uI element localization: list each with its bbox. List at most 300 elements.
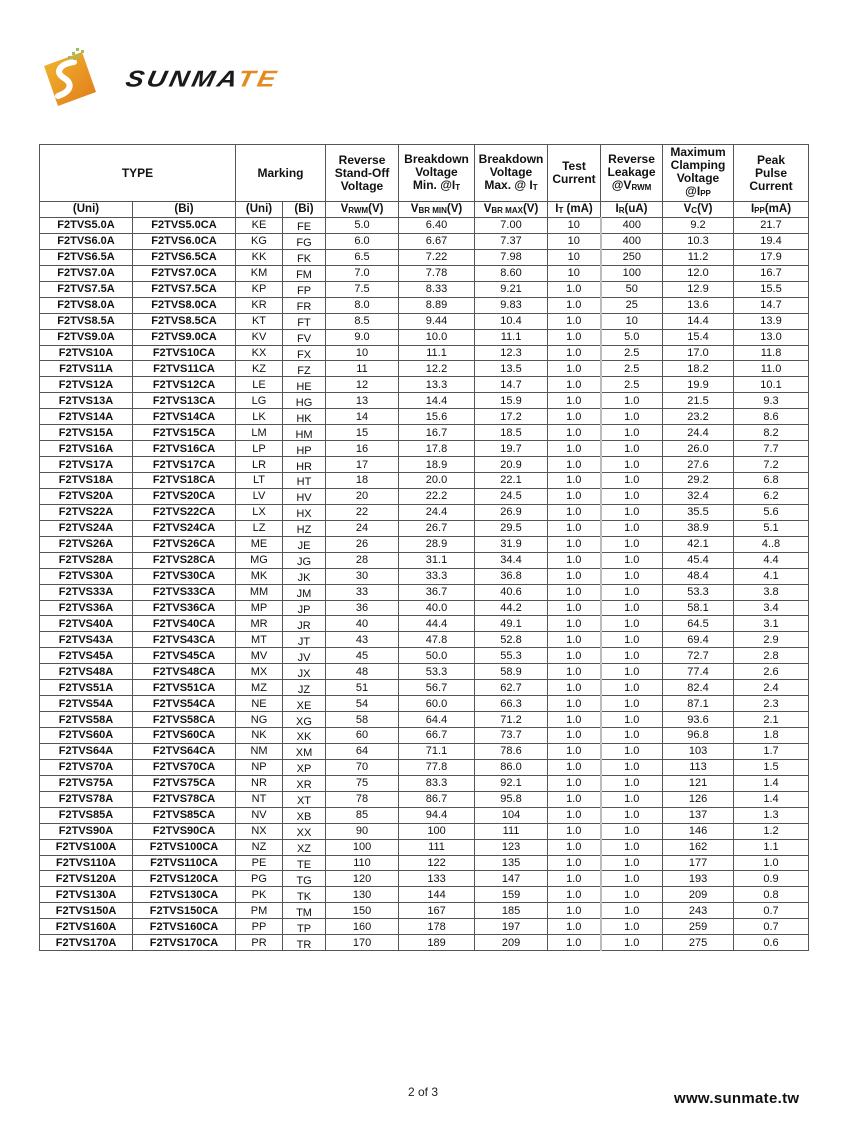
header-line: Clamping [670, 158, 726, 172]
test-current-value: 1.0 [548, 393, 601, 409]
subheader-vc [663, 202, 734, 218]
leakage-value: 1.0 [601, 855, 663, 871]
part-bi: F2TVS6.5CA [133, 249, 236, 265]
vrwm-value: 160 [326, 919, 399, 935]
table-row [40, 568, 809, 584]
part-bi: F2TVS170CA [133, 935, 236, 951]
leakage-value: 1.0 [601, 552, 663, 568]
table-row [40, 345, 809, 361]
test-current-value: 1.0 [548, 696, 601, 712]
table-row [40, 441, 809, 457]
clamping-voltage-value: 103 [663, 743, 734, 759]
table-row [40, 791, 809, 807]
part-uni: F2TVS150A [40, 903, 133, 919]
test-current-value: 1.0 [548, 712, 601, 728]
unit: (V) [697, 202, 713, 215]
peak-pulse-value: 1.8 [734, 728, 809, 744]
vbr-max-value: 66.3 [475, 696, 548, 712]
part-bi: F2TVS51CA [133, 680, 236, 696]
test-current-value: 1.0 [548, 807, 601, 823]
part-bi: F2TVS5.0CA [133, 218, 236, 234]
table-body [40, 218, 809, 951]
leakage-value: 1.0 [601, 728, 663, 744]
clamping-voltage-value: 17.0 [663, 345, 734, 361]
part-bi: F2TVS58CA [133, 712, 236, 728]
leakage-value: 1.0 [601, 536, 663, 552]
header-marking: Marking [236, 145, 326, 202]
unit: (mA) [764, 202, 792, 215]
leakage-value: 1.0 [601, 409, 663, 425]
test-current-value: 1.0 [548, 600, 601, 616]
table-row [40, 552, 809, 568]
vbr-min-value: 66.7 [399, 728, 475, 744]
vbr-min-value: 83.3 [399, 775, 475, 791]
clamping-voltage-value: 69.4 [663, 632, 734, 648]
clamping-voltage-value: 9.2 [663, 218, 734, 234]
test-current-value: 1.0 [548, 536, 601, 552]
header-line: Maximum [670, 145, 726, 159]
marking-bi: FK [283, 251, 326, 267]
sym: I [555, 202, 559, 215]
marking-uni: MX [236, 664, 283, 680]
part-bi: F2TVS9.0CA [133, 329, 236, 345]
vbr-max-value: 62.7 [475, 680, 548, 696]
marking-bi: XG [283, 714, 326, 730]
vbr-min-value: 9.44 [399, 313, 475, 329]
leakage-value: 10 [601, 313, 663, 329]
clamping-voltage-value: 18.2 [663, 361, 734, 377]
test-current-value: 1.0 [548, 823, 601, 839]
marking-uni: LP [236, 441, 283, 457]
peak-pulse-value: 14.7 [734, 297, 809, 313]
clamping-voltage-value: 19.9 [663, 377, 734, 393]
vbr-min-value: 86.7 [399, 791, 475, 807]
vbr-max-value: 111 [475, 823, 548, 839]
test-current-value: 1.0 [548, 616, 601, 632]
peak-pulse-value: 11.0 [734, 361, 809, 377]
header-line: @V [611, 177, 632, 192]
vbr-min-value: 8.89 [399, 297, 475, 313]
leakage-value: 1.0 [601, 632, 663, 648]
leakage-value: 25 [601, 297, 663, 313]
part-bi: F2TVS70CA [133, 759, 236, 775]
test-current-value: 1.0 [548, 520, 601, 536]
marking-bi: JK [283, 570, 326, 586]
marking-uni: KP [236, 281, 283, 297]
vbr-max-value: 92.1 [475, 775, 548, 791]
tvs-spec-table [39, 144, 809, 951]
test-current-value: 1.0 [548, 568, 601, 584]
marking-bi: XM [283, 745, 326, 761]
peak-pulse-value: 7.7 [734, 441, 809, 457]
leakage-value: 1.0 [601, 775, 663, 791]
vrwm-value: 28 [326, 552, 399, 568]
vbr-min-value: 53.3 [399, 664, 475, 680]
vbr-max-value: 7.37 [475, 233, 548, 249]
vrwm-value: 14 [326, 409, 399, 425]
marking-bi: JM [283, 586, 326, 602]
marking-uni: KR [236, 297, 283, 313]
peak-pulse-value: 1.7 [734, 743, 809, 759]
part-bi: F2TVS14CA [133, 409, 236, 425]
leakage-value: 2.5 [601, 377, 663, 393]
vbr-max-value: 197 [475, 919, 548, 935]
header-reverse-leakage [601, 145, 663, 202]
header-breakdown-min [399, 145, 475, 202]
part-bi: F2TVS22CA [133, 504, 236, 520]
test-current-value: 1.0 [548, 584, 601, 600]
vbr-max-value: 7.98 [475, 249, 548, 265]
part-uni: F2TVS26A [40, 536, 133, 552]
marking-uni: NG [236, 712, 283, 728]
peak-pulse-value: 2.6 [734, 664, 809, 680]
subheader-marking-uni: (Uni) [236, 202, 283, 218]
marking-uni: KT [236, 313, 283, 329]
peak-pulse-value: 8.2 [734, 425, 809, 441]
table-row [40, 233, 809, 249]
peak-pulse-value: 5.1 [734, 520, 809, 536]
peak-pulse-value: 1.1 [734, 839, 809, 855]
table-row [40, 281, 809, 297]
marking-bi: XR [283, 777, 326, 793]
part-bi: F2TVS78CA [133, 791, 236, 807]
part-bi: F2TVS8.0CA [133, 297, 236, 313]
marking-bi: TG [283, 873, 326, 889]
test-current-value: 1.0 [548, 728, 601, 744]
vbr-min-value: 111 [399, 839, 475, 855]
test-current-value: 1.0 [548, 743, 601, 759]
vbr-max-value: 44.2 [475, 600, 548, 616]
vrwm-value: 22 [326, 504, 399, 520]
test-current-value: 10 [548, 249, 601, 265]
peak-pulse-value: 1.5 [734, 759, 809, 775]
part-uni: F2TVS48A [40, 664, 133, 680]
vbr-max-value: 34.4 [475, 552, 548, 568]
vbr-min-value: 44.4 [399, 616, 475, 632]
clamping-voltage-value: 14.4 [663, 313, 734, 329]
marking-bi: HE [283, 379, 326, 395]
sym: V [483, 202, 492, 215]
vbr-max-value: 12.3 [475, 345, 548, 361]
vbr-min-value: 178 [399, 919, 475, 935]
peak-pulse-value: 9.3 [734, 393, 809, 409]
leakage-value: 1.0 [601, 935, 663, 951]
subheader-bi: (Bi) [133, 202, 236, 218]
part-uni: F2TVS18A [40, 473, 133, 489]
vrwm-value: 17 [326, 457, 399, 473]
header-line: Current [552, 172, 596, 186]
vbr-min-value: 77.8 [399, 759, 475, 775]
vbr-max-value: 52.8 [475, 632, 548, 648]
clamping-voltage-value: 10.3 [663, 233, 734, 249]
vbr-min-value: 10.0 [399, 329, 475, 345]
vbr-min-value: 18.9 [399, 457, 475, 473]
clamping-voltage-value: 26.0 [663, 441, 734, 457]
test-current-value: 1.0 [548, 680, 601, 696]
test-current-value: 1.0 [548, 488, 601, 504]
test-current-value: 1.0 [548, 552, 601, 568]
peak-pulse-value: 4..8 [734, 536, 809, 552]
peak-pulse-value: 8.6 [734, 409, 809, 425]
part-uni: F2TVS100A [40, 839, 133, 855]
part-uni: F2TVS170A [40, 935, 133, 951]
vbr-min-value: 33.3 [399, 568, 475, 584]
marking-bi: TM [283, 905, 326, 921]
part-uni: F2TVS70A [40, 759, 133, 775]
part-uni: F2TVS51A [40, 680, 133, 696]
vrwm-value: 30 [326, 568, 399, 584]
vrwm-value: 43 [326, 632, 399, 648]
vbr-min-value: 12.2 [399, 361, 475, 377]
part-bi: F2TVS120CA [133, 871, 236, 887]
vbr-max-value: 11.1 [475, 329, 548, 345]
vrwm-value: 100 [326, 839, 399, 855]
marking-uni: LR [236, 457, 283, 473]
part-uni: F2TVS12A [40, 377, 133, 393]
header-breakdown-max [475, 145, 548, 202]
vrwm-value: 45 [326, 648, 399, 664]
part-uni: F2TVS110A [40, 855, 133, 871]
clamping-voltage-value: 23.2 [663, 409, 734, 425]
part-uni: F2TVS8.0A [40, 297, 133, 313]
part-bi: F2TVS15CA [133, 425, 236, 441]
part-bi: F2TVS45CA [133, 648, 236, 664]
part-uni: F2TVS58A [40, 712, 133, 728]
leakage-value: 1.0 [601, 743, 663, 759]
part-uni: F2TVS130A [40, 887, 133, 903]
test-current-value: 10 [548, 233, 601, 249]
table-row [40, 504, 809, 520]
table-row [40, 218, 809, 234]
marking-uni: KX [236, 345, 283, 361]
sym-sub: T [558, 205, 564, 215]
peak-pulse-value: 4.4 [734, 552, 809, 568]
unit: (V) [522, 202, 539, 215]
marking-bi: HX [283, 506, 326, 522]
marking-uni: LV [236, 488, 283, 504]
test-current-value: 10 [548, 218, 601, 234]
peak-pulse-value: 2.3 [734, 696, 809, 712]
header-sub: T [532, 182, 538, 192]
part-bi: F2TVS100CA [133, 839, 236, 855]
part-uni: F2TVS20A [40, 488, 133, 504]
header-line: Stand-Off [334, 165, 390, 180]
sym-sub: C [691, 205, 698, 215]
header-line: Breakdown [404, 151, 469, 166]
vbr-min-value: 17.8 [399, 441, 475, 457]
marking-uni: NP [236, 759, 283, 775]
part-bi: F2TVS18CA [133, 473, 236, 489]
part-uni: F2TVS75A [40, 775, 133, 791]
clamping-voltage-value: 72.7 [663, 648, 734, 664]
part-uni: F2TVS6.5A [40, 249, 133, 265]
marking-bi: HV [283, 490, 326, 506]
vbr-max-value: 40.6 [475, 584, 548, 600]
vbr-min-value: 26.7 [399, 520, 475, 536]
clamping-voltage-value: 243 [663, 903, 734, 919]
vrwm-value: 20 [326, 488, 399, 504]
vbr-min-value: 11.1 [399, 345, 475, 361]
clamping-voltage-value: 42.1 [663, 536, 734, 552]
part-bi: F2TVS6.0CA [133, 233, 236, 249]
header-line: Leakage [607, 164, 656, 179]
leakage-value: 1.0 [601, 887, 663, 903]
unit: (mA) [563, 202, 593, 215]
test-current-value: 1.0 [548, 839, 601, 855]
vrwm-value: 130 [326, 887, 399, 903]
marking-uni: MV [236, 648, 283, 664]
leakage-value: 1.0 [601, 680, 663, 696]
vbr-max-value: 86.0 [475, 759, 548, 775]
marking-uni: KE [236, 218, 283, 234]
table-row [40, 935, 809, 951]
vrwm-value: 51 [326, 680, 399, 696]
table-row [40, 536, 809, 552]
marking-uni: NM [236, 743, 283, 759]
leakage-value: 1.0 [601, 488, 663, 504]
table-row [40, 249, 809, 265]
test-current-value: 1.0 [548, 759, 601, 775]
table-row [40, 728, 809, 744]
vrwm-value: 12 [326, 377, 399, 393]
table-row [40, 361, 809, 377]
vbr-max-value: 159 [475, 887, 548, 903]
vbr-min-value: 189 [399, 935, 475, 951]
leakage-value: 1.0 [601, 584, 663, 600]
marking-uni: NR [236, 775, 283, 791]
vbr-min-value: 167 [399, 903, 475, 919]
marking-bi: HK [283, 411, 326, 427]
wordmark-main: SUNMA [123, 66, 241, 92]
vrwm-value: 8.5 [326, 313, 399, 329]
peak-pulse-value: 1.4 [734, 775, 809, 791]
header-line: Voltage [415, 164, 458, 179]
marking-uni: NX [236, 823, 283, 839]
vbr-min-value: 22.2 [399, 488, 475, 504]
vrwm-value: 54 [326, 696, 399, 712]
vbr-min-value: 14.4 [399, 393, 475, 409]
part-uni: F2TVS85A [40, 807, 133, 823]
marking-uni: LG [236, 393, 283, 409]
vrwm-value: 11 [326, 361, 399, 377]
marking-bi: XT [283, 793, 326, 809]
leakage-value: 50 [601, 281, 663, 297]
subheader-row [40, 202, 809, 218]
clamping-voltage-value: 126 [663, 791, 734, 807]
peak-pulse-value: 1.4 [734, 791, 809, 807]
marking-bi: HP [283, 443, 326, 459]
table-row [40, 265, 809, 281]
vrwm-value: 120 [326, 871, 399, 887]
marking-uni: PP [236, 919, 283, 935]
vbr-max-value: 135 [475, 855, 548, 871]
part-uni: F2TVS16A [40, 441, 133, 457]
marking-bi: XX [283, 825, 326, 841]
leakage-value: 1.0 [601, 568, 663, 584]
clamping-voltage-value: 15.4 [663, 329, 734, 345]
part-uni: F2TVS13A [40, 393, 133, 409]
unit: (V) [368, 202, 384, 215]
peak-pulse-value: 2.9 [734, 632, 809, 648]
vrwm-value: 90 [326, 823, 399, 839]
vbr-max-value: 15.9 [475, 393, 548, 409]
vrwm-value: 10 [326, 345, 399, 361]
vrwm-value: 16 [326, 441, 399, 457]
leakage-value: 1.0 [601, 520, 663, 536]
leakage-value: 1.0 [601, 441, 663, 457]
marking-bi: XE [283, 698, 326, 714]
clamping-voltage-value: 93.6 [663, 712, 734, 728]
peak-pulse-value: 13.9 [734, 313, 809, 329]
part-bi: F2TVS75CA [133, 775, 236, 791]
peak-pulse-value: 4.1 [734, 568, 809, 584]
leakage-value: 1.0 [601, 839, 663, 855]
part-uni: F2TVS120A [40, 871, 133, 887]
vbr-min-value: 13.3 [399, 377, 475, 393]
part-bi: F2TVS10CA [133, 345, 236, 361]
wordmark-accent: TE [235, 66, 282, 92]
peak-pulse-value: 19.4 [734, 233, 809, 249]
clamping-voltage-value: 87.1 [663, 696, 734, 712]
marking-bi: JE [283, 538, 326, 554]
test-current-value: 1.0 [548, 329, 601, 345]
leakage-value: 1.0 [601, 600, 663, 616]
table-row [40, 377, 809, 393]
part-uni: F2TVS33A [40, 584, 133, 600]
part-uni: F2TVS160A [40, 919, 133, 935]
vrwm-value: 5.0 [326, 218, 399, 234]
part-bi: F2TVS12CA [133, 377, 236, 393]
vrwm-value: 48 [326, 664, 399, 680]
part-uni: F2TVS90A [40, 823, 133, 839]
marking-uni: LX [236, 504, 283, 520]
vbr-max-value: 20.9 [475, 457, 548, 473]
clamping-voltage-value: 82.4 [663, 680, 734, 696]
marking-uni: PK [236, 887, 283, 903]
marking-bi: HT [283, 475, 326, 491]
leakage-value: 1.0 [601, 871, 663, 887]
vbr-max-value: 18.5 [475, 425, 548, 441]
vbr-max-value: 31.9 [475, 536, 548, 552]
vbr-min-value: 64.4 [399, 712, 475, 728]
clamping-voltage-value: 53.3 [663, 584, 734, 600]
vbr-max-value: 49.1 [475, 616, 548, 632]
marking-uni: LK [236, 409, 283, 425]
test-current-value: 1.0 [548, 457, 601, 473]
table-row [40, 743, 809, 759]
vbr-min-value: 47.8 [399, 632, 475, 648]
part-bi: F2TVS7.5CA [133, 281, 236, 297]
table-row [40, 425, 809, 441]
marking-uni: MK [236, 568, 283, 584]
test-current-value: 1.0 [548, 632, 601, 648]
marking-bi: JT [283, 634, 326, 650]
part-bi: F2TVS8.5CA [133, 313, 236, 329]
part-bi: F2TVS110CA [133, 855, 236, 871]
peak-pulse-value: 5.6 [734, 504, 809, 520]
table-row [40, 313, 809, 329]
part-bi: F2TVS150CA [133, 903, 236, 919]
header-line: Current [749, 178, 793, 193]
test-current-value: 1.0 [548, 473, 601, 489]
website-url: www.sunmate.tw [674, 1090, 800, 1107]
vbr-max-value: 104 [475, 807, 548, 823]
leakage-value: 1.0 [601, 664, 663, 680]
header-type: TYPE [40, 145, 236, 202]
vbr-min-value: 6.67 [399, 233, 475, 249]
marking-bi: FX [283, 347, 326, 363]
peak-pulse-value: 2.4 [734, 680, 809, 696]
